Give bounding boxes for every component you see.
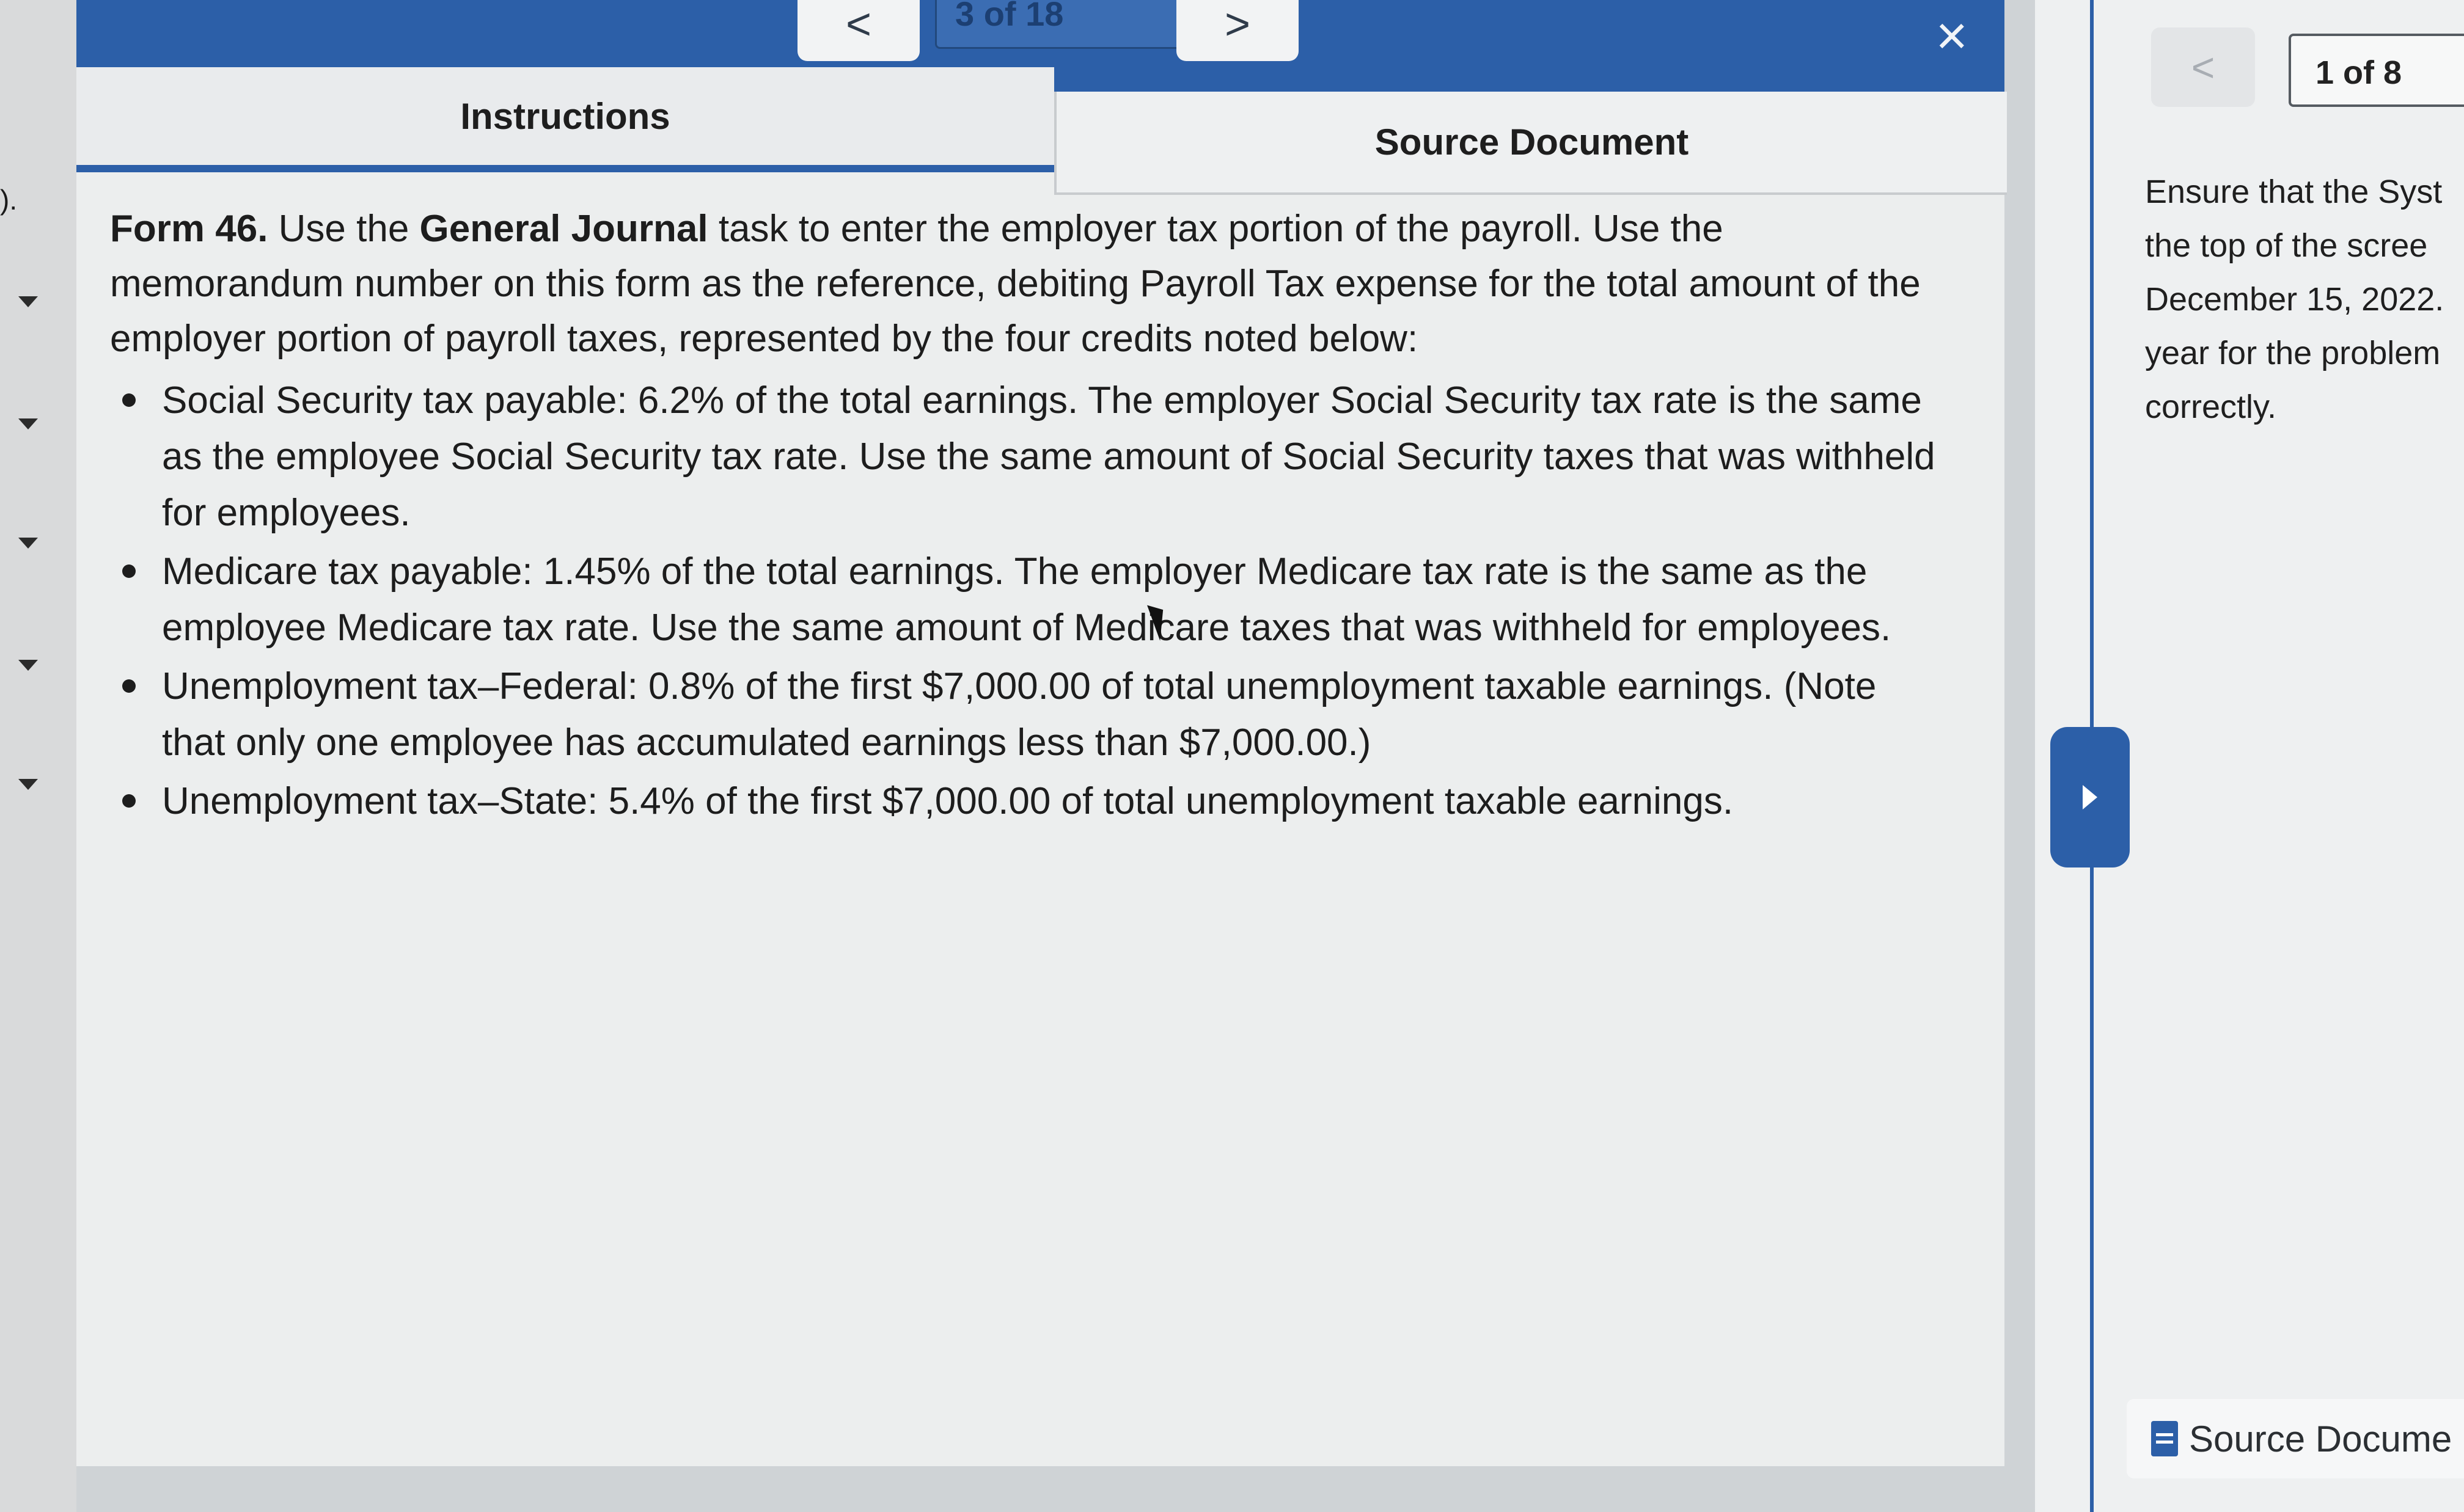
source-document-label: Source Docume xyxy=(2189,1418,2452,1459)
tab-instructions[interactable]: Instructions xyxy=(76,67,1054,172)
expand-caret-icon[interactable] xyxy=(18,660,38,671)
list-item xyxy=(110,373,1943,541)
panel-instructions-text xyxy=(2145,165,2464,434)
close-icon[interactable]: × xyxy=(1935,5,1968,67)
next-item-button[interactable]: > xyxy=(1176,0,1299,61)
instructions-content xyxy=(110,202,1943,832)
play-arrow-icon xyxy=(2083,785,2097,809)
expand-panel-button[interactable] xyxy=(2050,727,2130,867)
prev-item-button[interactable]: < xyxy=(798,0,920,61)
expand-caret-icon[interactable] xyxy=(18,418,38,429)
lead-text: task to enter the employer tax portion of the payroll. Use the memorandum number on this form as the reference, debiting Payroll Tax expense for the total amount of the employer portion of payroll taxes, represented by the four credits noted below: xyxy=(110,208,1921,360)
list-item xyxy=(110,659,1943,771)
expand-caret-icon[interactable] xyxy=(18,538,38,549)
text-line: the top of the scree xyxy=(2145,227,2428,264)
instructions-lead xyxy=(110,202,1943,367)
page-pager-select[interactable]: 1 of 8 xyxy=(2289,34,2464,107)
tab-source-document[interactable]: Source Document xyxy=(1054,92,2007,195)
list-item-text: Medicare tax payable: 1.45% of the total earnings. The employer Medicare tax rate is the same as the employee Medicare tax rate. Use the same amount of Medicare taxes that was withheld for employees. xyxy=(162,550,1891,649)
list-item xyxy=(110,773,1943,830)
prev-page-button[interactable]: < xyxy=(2151,27,2255,107)
list-item-text: Unemployment tax–State: 5.4% of the first $7,000.00 of total unemployment taxable earnings. xyxy=(162,780,1734,822)
expand-caret-icon[interactable] xyxy=(18,779,38,790)
text-line: December 15, 2022. xyxy=(2145,281,2444,318)
list-item xyxy=(110,544,1943,656)
source-document-button[interactable] xyxy=(2127,1399,2464,1478)
left-collapsed-strip xyxy=(0,0,76,1512)
expand-caret-icon[interactable] xyxy=(18,296,38,307)
text-line: correctly. xyxy=(2145,389,2277,425)
left-strip-number: ). xyxy=(0,184,18,216)
bullet-icon xyxy=(122,393,136,407)
text-line: year for the problem xyxy=(2145,335,2441,371)
instructions-modal xyxy=(76,0,2004,1466)
form-label: Form 46. xyxy=(110,208,268,250)
document-icon xyxy=(2151,1421,2178,1456)
general-journal-label: General Journal xyxy=(419,208,708,250)
list-item-text: Unemployment tax–Federal: 0.8% of the first $7,000.00 of total unemployment taxable earnings. (Note that only one employee has accumulated earnings less than $7,000.00.) xyxy=(162,665,1877,764)
list-item-text: Social Security tax payable: 6.2% of the total earnings. The employer Social Security tax rate is the same as the employee Social Security tax rate. Use the same amount of Social Security taxes that was withheld for employees. xyxy=(162,379,1935,534)
text-line: Ensure that the Syst xyxy=(2145,173,2443,210)
lead-text: Use the xyxy=(268,208,420,250)
bullet-icon xyxy=(122,679,136,693)
item-pager-select[interactable]: 3 of 18 xyxy=(935,0,1228,49)
credit-list xyxy=(110,373,1943,830)
right-panel xyxy=(2035,0,2464,1512)
bullet-icon xyxy=(122,794,136,808)
bullet-icon xyxy=(122,564,136,578)
